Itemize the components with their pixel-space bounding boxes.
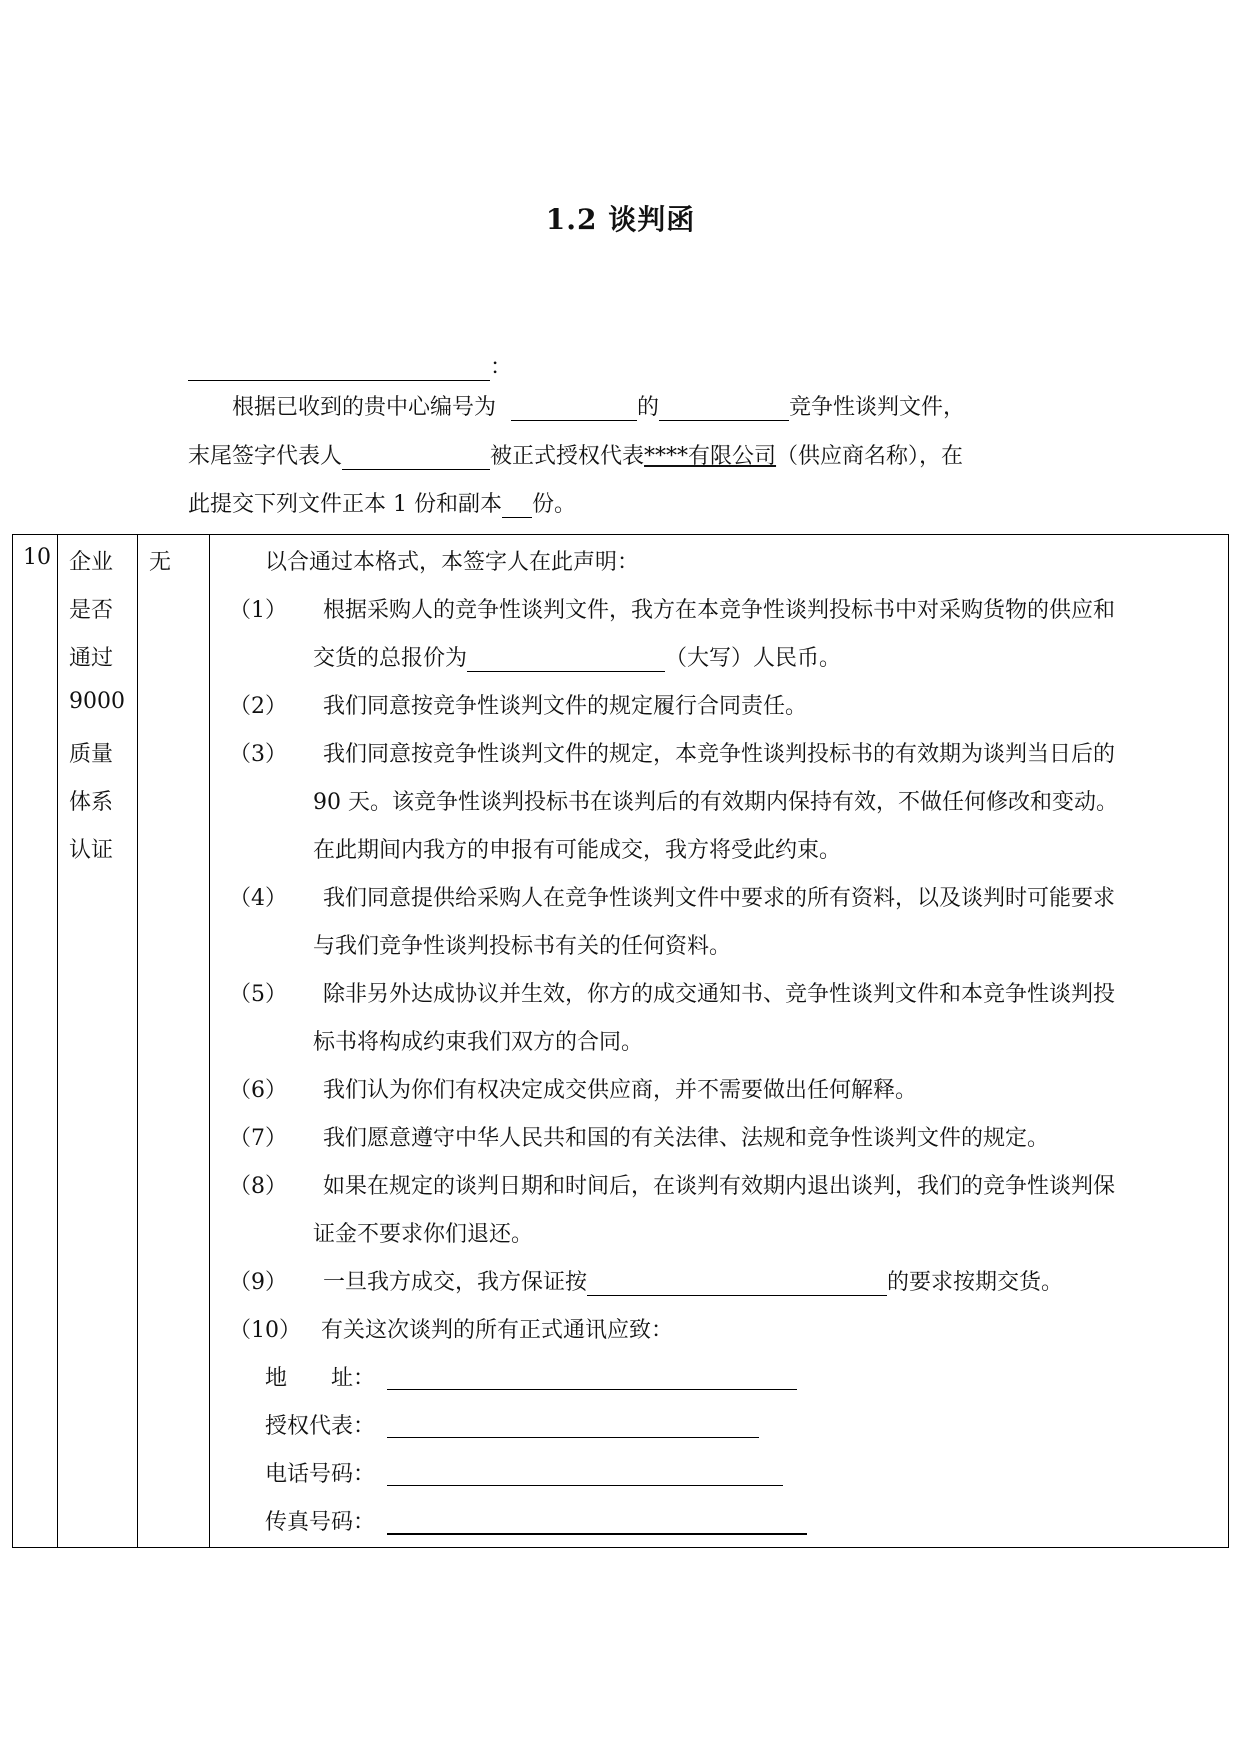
- addressee-blank[interactable]: [188, 360, 490, 381]
- criteria-line: 9000: [69, 689, 125, 714]
- item-text: 证金不要求你们退还。: [313, 1222, 534, 1247]
- criteria-line: 企业: [69, 550, 114, 575]
- contact-phone-label: 电话号码：: [265, 1462, 376, 1487]
- contact-fax-blank[interactable]: [387, 1533, 807, 1535]
- item-text: 根据采购人的竞争性谈判文件，我方在本竞争性谈判投标书中对采购货物的供应和: [323, 598, 1116, 623]
- item-text: 我们同意按竞争性谈判文件的规定，本竞争性谈判投标书的有效期为谈判当日后的: [323, 742, 1116, 767]
- item-text-part: 一旦我方成交，我方保证按: [323, 1270, 588, 1295]
- signatory-blank[interactable]: [342, 449, 490, 470]
- item-text-part: 交货的总报价为: [313, 646, 468, 671]
- intro-line-3: [188, 487, 576, 518]
- item-text: 我们同意提供给采购人在竞争性谈判文件中要求的所有资料，以及谈判时可能要求: [323, 886, 1116, 911]
- item-text: 我们愿意遵守中华人民共和国的有关法律、法规和竞争性谈判文件的规定。: [323, 1126, 1050, 1151]
- column-divider: [209, 535, 210, 1547]
- item-text: 我们认为你们有权决定成交供应商，并不需要做出任何解释。: [323, 1078, 918, 1103]
- criteria-line: 通过: [69, 646, 114, 671]
- contact-representative-label: 授权代表：: [265, 1414, 376, 1439]
- intro-text: 被正式授权代表: [490, 444, 645, 469]
- intro-text: 竞争性谈判文件，: [789, 395, 966, 420]
- total-price-blank[interactable]: [467, 651, 665, 672]
- intro-text: 根据已收到的贵中心编号为: [232, 395, 497, 420]
- intro-text: （供应商名称），在: [776, 444, 964, 469]
- item-text: [313, 641, 841, 672]
- item-text: [323, 1265, 1063, 1296]
- item-text: 90 天。该竞争性谈判投标书在谈判后的有效期内保持有效，不做任何修改和变动。: [313, 790, 1118, 815]
- item-text: 有关这次谈判的所有正式通讯应致：: [321, 1318, 674, 1343]
- item-number: （7）: [229, 1126, 287, 1151]
- item-text: 我们同意按竞争性谈判文件的规定履行合同责任。: [323, 694, 808, 719]
- serial-number-blank[interactable]: [511, 400, 637, 421]
- item-text: 与我们竞争性谈判投标书有关的任何资料。: [313, 934, 732, 959]
- item-text: 标书将构成约束我们双方的合同。: [313, 1030, 644, 1055]
- item-number: （3）: [229, 742, 287, 767]
- item-number: （4）: [229, 886, 287, 911]
- intro-text: 此提交下列文件正本 1 份和副本: [188, 492, 502, 517]
- project-name-blank[interactable]: [659, 400, 789, 421]
- criteria-line: 认证: [69, 838, 114, 863]
- criteria-line: 是否: [69, 598, 114, 623]
- criteria-line: 体系: [69, 790, 114, 815]
- column-divider: [57, 535, 58, 1547]
- declaration-lead: 以合通过本格式，本签字人在此声明：: [265, 550, 640, 575]
- item-number: （8）: [229, 1174, 287, 1199]
- contact-fax-label: 传真号码：: [265, 1510, 376, 1535]
- criteria-line: 质量: [69, 742, 114, 767]
- contact-address-blank[interactable]: [387, 1389, 797, 1390]
- page-title: 1.2 谈判函: [545, 203, 696, 236]
- addressee-colon: ：: [490, 355, 513, 380]
- company-name: ****有限公司: [644, 444, 777, 469]
- column-divider: [137, 535, 138, 1547]
- contact-phone-blank[interactable]: [387, 1485, 783, 1486]
- item-number: （6）: [229, 1078, 287, 1103]
- intro-text: 末尾签字代表人: [188, 444, 343, 469]
- contact-representative-blank[interactable]: [387, 1437, 759, 1438]
- item-number: （9）: [229, 1270, 287, 1295]
- item-number: （10）: [229, 1318, 301, 1343]
- intro-text: 的: [637, 395, 660, 420]
- item-text: 除非另外达成协议并生效，你方的成交通知书、竞争性谈判文件和本竞争性谈判投: [323, 982, 1116, 1007]
- status-value: 无: [149, 550, 172, 575]
- copies-blank[interactable]: [502, 497, 532, 518]
- item-number: （5）: [229, 982, 287, 1007]
- delivery-terms-blank[interactable]: [587, 1275, 887, 1296]
- declaration-table: [12, 534, 1229, 1548]
- intro-line-2: [188, 439, 963, 470]
- contact-address-label: 地 址：: [265, 1366, 376, 1391]
- row-number: 10: [23, 545, 51, 570]
- item-number: （2）: [229, 694, 287, 719]
- intro-text: 份。: [531, 492, 576, 517]
- item-text-part: 的要求按期交货。: [887, 1270, 1064, 1295]
- item-text-part: （大写）人民币。: [665, 646, 842, 671]
- item-text: 在此期间内我方的申报有可能成交，我方将受此约束。: [313, 838, 842, 863]
- item-text: 如果在规定的谈判日期和时间后，在谈判有效期内退出谈判，我们的竞争性谈判保: [323, 1174, 1116, 1199]
- addressee-line: [188, 350, 512, 381]
- item-number: （1）: [229, 598, 287, 623]
- intro-line-1: [232, 390, 965, 421]
